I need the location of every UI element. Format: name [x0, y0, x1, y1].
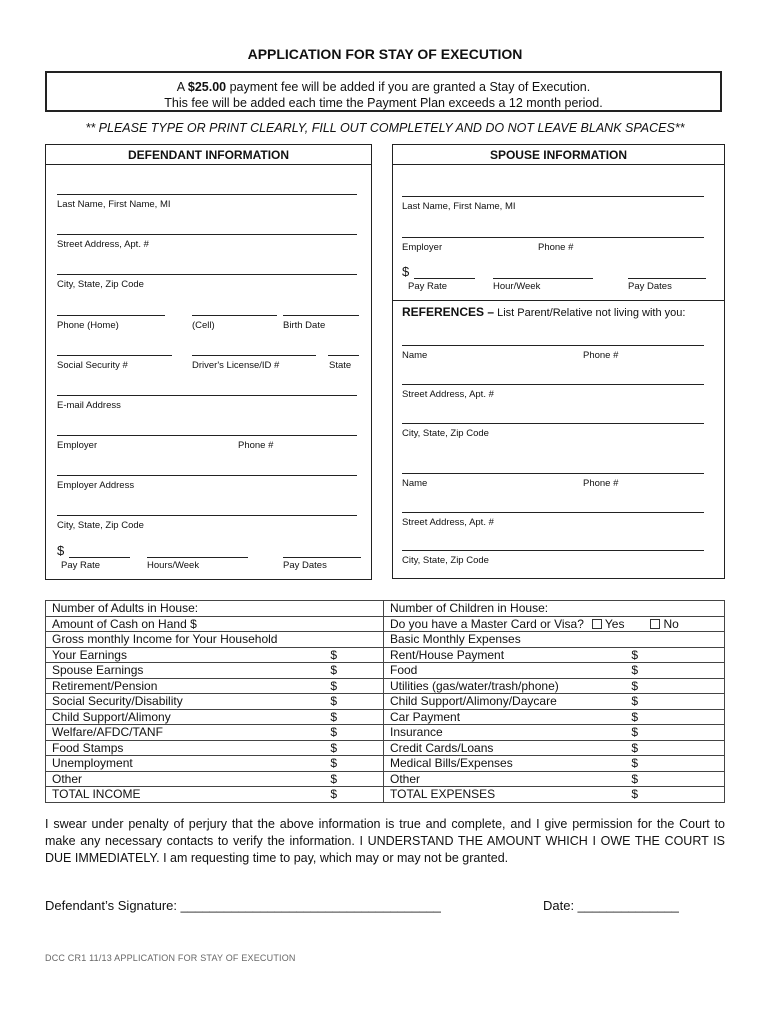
expense-cell[interactable]: [384, 616, 725, 632]
ssn-field[interactable]: [57, 355, 172, 356]
form-footer: DCC CR1 11/13 APPLICATION FOR STAY OF EXECUTION: [45, 953, 296, 963]
card-yes-checkbox[interactable]: [584, 617, 625, 631]
spouse-pay-rate-label: Pay Rate: [408, 281, 448, 292]
defendant-city-label: City, State, Zip Code: [57, 279, 144, 290]
email-label: E-mail Address: [57, 400, 121, 411]
yes-label: Yes: [604, 616, 625, 631]
reference2-name-field[interactable]: [402, 473, 704, 474]
table-row: [46, 647, 725, 663]
expense-cell[interactable]: [384, 756, 725, 772]
income-cell[interactable]: [46, 725, 384, 741]
checkbox-icon[interactable]: [650, 619, 660, 629]
reference1-name-label: Name: [402, 350, 428, 361]
expense-label: Insurance: [390, 725, 443, 739]
expense-cell[interactable]: [384, 601, 725, 617]
income-cell[interactable]: [46, 787, 384, 803]
expense-dollar: $: [631, 756, 638, 770]
table-row: [46, 787, 725, 803]
cell-field[interactable]: [192, 315, 277, 316]
expense-label: Child Support/Alimony/Daycare: [390, 694, 557, 708]
table-row: [46, 709, 725, 725]
defendant-street-label: Street Address, Apt. #: [57, 239, 149, 250]
income-dollar: $: [330, 787, 337, 801]
no-label: No: [663, 616, 679, 631]
fill-instructions: ** PLEASE TYPE OR PRINT CLEARLY, FILL OUT COMPLETELY AND DO NOT LEAVE BLANK SPACES**: [85, 121, 685, 135]
expense-dollar: $: [631, 787, 638, 801]
spouse-employer-field[interactable]: [402, 237, 704, 238]
reference2-city-field[interactable]: [402, 550, 704, 551]
defendant-employer-phone-label: Phone #: [238, 440, 274, 451]
income-cell[interactable]: [46, 632, 384, 648]
expense-dollar: $: [631, 725, 638, 739]
expense-dollar: $: [631, 647, 638, 662]
income-dollar: $: [330, 694, 337, 708]
income-label: Retirement/Pension: [52, 678, 158, 693]
spouse-pay-dates-field[interactable]: [628, 278, 706, 279]
income-dollar: $: [330, 647, 337, 662]
defendant-name-label: Last Name, First Name, MI: [57, 199, 171, 210]
date-line[interactable]: Date: ______________: [543, 898, 679, 913]
references-header: REFERENCES – List Parent/Relative not living with you:: [402, 305, 686, 319]
phone-home-label: Phone (Home): [57, 320, 119, 331]
state-label: State: [329, 360, 352, 371]
license-state-field[interactable]: [328, 355, 359, 356]
employer-address-label: Employer Address: [57, 480, 135, 491]
drivers-license-label: Driver's License/ID #: [192, 360, 280, 371]
income-label: Spouse Earnings: [52, 663, 144, 677]
income-cell[interactable]: [46, 771, 384, 787]
reference2-phone-label: Phone #: [583, 478, 619, 489]
reference2-street-field[interactable]: [402, 512, 704, 513]
income-dollar: $: [330, 678, 337, 693]
reference2-name-label: Name: [402, 478, 428, 489]
income-cell[interactable]: [46, 694, 384, 710]
table-row: [46, 678, 725, 694]
expense-cell[interactable]: [384, 647, 725, 663]
employer-city-field[interactable]: [57, 515, 357, 516]
table-row: [46, 771, 725, 787]
reference1-street-label: Street Address, Apt. #: [402, 389, 494, 400]
expense-cell[interactable]: [384, 678, 725, 694]
income-cell[interactable]: [46, 740, 384, 756]
references-divider: [393, 300, 724, 301]
table-row: [46, 694, 725, 710]
defendant-city-field[interactable]: [57, 274, 357, 275]
defendant-panel: [45, 144, 372, 580]
spouse-employer-label: Employer: [402, 242, 443, 253]
table-row: [46, 601, 725, 617]
expense-label: Rent/House Payment: [390, 647, 505, 662]
income-cell[interactable]: [46, 601, 384, 617]
table-row: [46, 740, 725, 756]
spouse-name-field[interactable]: [402, 196, 704, 197]
defendant-pay-rate-label: Pay Rate: [61, 560, 101, 571]
income-cell[interactable]: [46, 663, 384, 679]
birth-date-label: Birth Date: [283, 320, 326, 331]
income-label: Social Security/Disability: [52, 694, 183, 708]
pay-rate-dollar: $: [57, 543, 65, 558]
table-row: [46, 663, 725, 679]
spouse-hours-field[interactable]: [493, 278, 593, 279]
expense-label: Do you have a Master Card or Visa?: [390, 616, 584, 631]
income-label: Gross monthly Income for Your Household: [52, 632, 278, 646]
expense-cell[interactable]: [384, 771, 725, 787]
defendant-name-field[interactable]: [57, 194, 357, 195]
income-dollar: $: [330, 740, 337, 755]
income-label: Unemployment: [52, 756, 133, 770]
expense-cell[interactable]: [384, 740, 725, 756]
expense-dollar: $: [631, 740, 638, 755]
email-field[interactable]: [57, 395, 357, 396]
expense-label: TOTAL EXPENSES: [390, 787, 496, 801]
expense-cell[interactable]: [384, 663, 725, 679]
income-cell[interactable]: [46, 616, 384, 632]
card-no-checkbox[interactable]: [642, 617, 678, 631]
spouse-pay-dates-label: Pay Dates: [628, 281, 672, 292]
defendant-pay-rate-field[interactable]: [69, 557, 130, 558]
income-cell[interactable]: [46, 647, 384, 663]
income-label: Child Support/Alimony: [52, 709, 171, 724]
reference1-phone-label: Phone #: [583, 350, 619, 361]
income-dollar: $: [330, 663, 337, 677]
income-label: TOTAL INCOME: [52, 787, 141, 801]
income-label: Welfare/AFDC/TANF: [52, 725, 163, 739]
expense-dollar: $: [631, 694, 638, 708]
employer-city-label: City, State, Zip Code: [57, 520, 144, 531]
spouse-hours-label: Hour/Week: [493, 281, 541, 292]
cell-label: (Cell): [192, 320, 215, 331]
defendant-employer-field[interactable]: [57, 435, 357, 436]
spouse-pay-dollar: $: [402, 264, 410, 279]
phone-home-field[interactable]: [57, 315, 165, 316]
defendant-pay-dates-label: Pay Dates: [283, 560, 327, 571]
expense-cell[interactable]: [384, 709, 725, 725]
reference1-name-field[interactable]: [402, 345, 704, 346]
expense-label: Basic Monthly Expenses: [390, 632, 521, 646]
reference1-city-label: City, State, Zip Code: [402, 428, 489, 439]
spouse-name-label: Last Name, First Name, MI: [402, 201, 516, 212]
spouse-header: SPOUSE INFORMATION: [393, 148, 724, 165]
drivers-license-field[interactable]: [192, 355, 316, 356]
table-row: [46, 616, 725, 632]
reference2-city-label: City, State, Zip Code: [402, 555, 489, 566]
defendant-pay-dates-field[interactable]: [283, 557, 361, 558]
ssn-label: Social Security #: [57, 360, 128, 371]
spouse-phone-label: Phone #: [538, 242, 574, 253]
expense-dollar: $: [631, 771, 638, 786]
fee-notice-box: [45, 71, 722, 112]
defendant-hours-field[interactable]: [147, 557, 248, 558]
defendant-employer-label: Employer: [57, 440, 98, 451]
expense-label: Food: [390, 663, 418, 677]
income-label: Number of Adults in House:: [52, 601, 199, 615]
expense-label: Number of Children in House:: [390, 601, 549, 615]
defendant-header: DEFENDANT INFORMATION: [46, 148, 371, 165]
checkbox-icon[interactable]: [592, 619, 602, 629]
birth-date-field[interactable]: [283, 315, 359, 316]
income-dollar: $: [330, 725, 337, 739]
expense-cell[interactable]: [384, 787, 725, 803]
income-label: Other: [52, 771, 83, 786]
signature-line[interactable]: Defendant’s Signature: ____________________________________: [45, 898, 441, 913]
fee-amount: $25.00: [187, 80, 227, 94]
expense-label: Utilities (gas/water/trash/phone): [390, 678, 559, 693]
reference1-city-field[interactable]: [402, 423, 704, 424]
spouse-pay-rate-field[interactable]: [414, 278, 475, 279]
employer-address-field[interactable]: [57, 475, 357, 476]
income-cell[interactable]: [46, 709, 384, 725]
table-row: [46, 756, 725, 772]
spouse-panel: [392, 144, 725, 579]
expense-dollar: $: [631, 663, 638, 677]
income-dollar: $: [330, 771, 337, 786]
income-dollar: $: [330, 756, 337, 770]
defendant-hours-label: Hours/Week: [147, 560, 200, 571]
income-label: Amount of Cash on Hand $: [52, 616, 197, 631]
expense-label: Car Payment: [390, 709, 461, 724]
reference1-street-field[interactable]: [402, 384, 704, 385]
income-dollar: $: [330, 709, 337, 724]
expense-dollar: $: [631, 678, 638, 693]
defendant-street-field[interactable]: [57, 234, 357, 235]
table-row: [46, 725, 725, 741]
table-row: [46, 632, 725, 648]
expense-dollar: $: [631, 709, 638, 724]
fee-line-2: This fee will be added each time the Payment Plan exceeds a 12 month period.: [164, 96, 603, 110]
form-title: APPLICATION FOR STAY OF EXECUTION: [247, 46, 523, 62]
expense-label: Medical Bills/Expenses: [390, 756, 513, 770]
expense-cell[interactable]: [384, 694, 725, 710]
income-cell[interactable]: [46, 756, 384, 772]
expense-label: Credit Cards/Loans: [390, 740, 494, 755]
expense-cell[interactable]: [384, 725, 725, 741]
expense-label: Other: [390, 771, 421, 786]
income-label: Food Stamps: [52, 740, 124, 755]
fee-line-1: A $25.00 payment fee will be added if you are granted a Stay of Execution.: [176, 80, 591, 94]
income-label: Your Earnings: [52, 647, 127, 662]
financial-table: [45, 600, 725, 803]
reference2-street-label: Street Address, Apt. #: [402, 517, 494, 528]
income-cell[interactable]: [46, 678, 384, 694]
expense-cell[interactable]: [384, 632, 725, 648]
perjury-statement: I swear under penalty of perjury that the above information is true and complete, and I give permission for the Court to make any necessary contacts to verify the information. I UNDERSTAND THE AMOUNT WHICH I OWE THE COURT IS DUE IMMEDIATELY. I am requesting time to pay, which may or may not be granted.: [45, 817, 725, 865]
